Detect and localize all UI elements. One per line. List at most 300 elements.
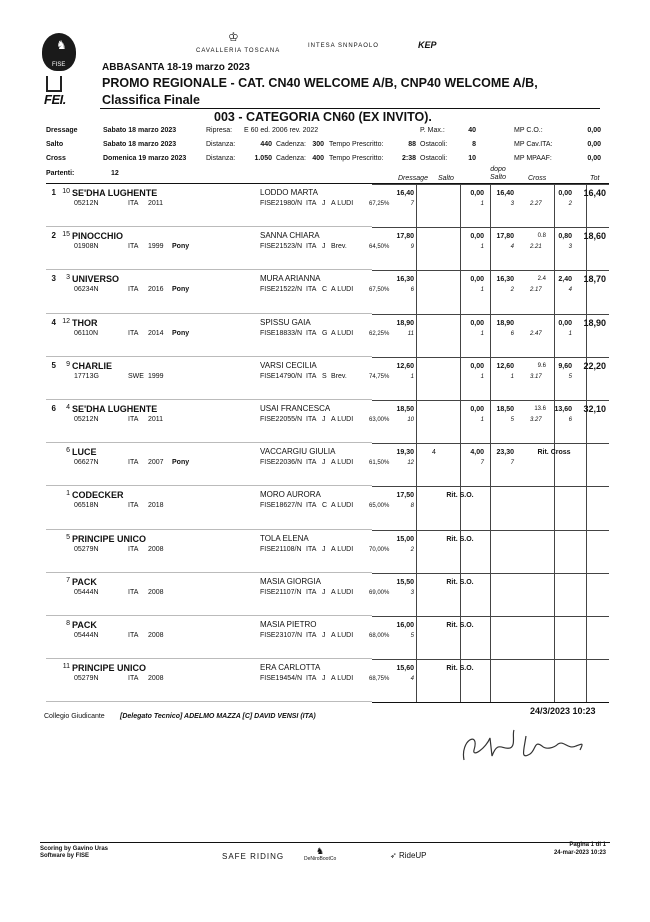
rank: 2 (51, 231, 56, 241)
rider-name: SPISSU GAIA (260, 317, 311, 327)
scoring-credit: Scoring by Gavino Uras (40, 846, 109, 852)
rider-nation: ITA (306, 588, 317, 596)
info-value: 1.050 (254, 155, 272, 162)
info-value: 400 (312, 155, 324, 162)
cell-divider (416, 444, 417, 487)
start-number: 5 (66, 533, 70, 541)
row-divider (46, 615, 372, 616)
cross-rank: 4 (568, 287, 572, 294)
rider-nation: ITA (306, 200, 317, 207)
total-score: 32,10 (583, 404, 606, 414)
salto-score: 0,00 (470, 190, 484, 197)
horse-year: 2008 (148, 588, 164, 596)
rider-name: MORO AURORA (260, 490, 321, 500)
salto-score: 0,00 (470, 319, 484, 327)
status: Rit. S.O. (446, 622, 474, 629)
cell-divider (416, 185, 417, 228)
collegio-label: Collegio Giudicante (44, 713, 105, 720)
salto-rank: 1 (480, 287, 484, 294)
row-divider (46, 442, 372, 443)
rider-group: A LUDI (331, 200, 354, 207)
horse-id: 05444N (74, 632, 99, 639)
dopo-salto-score: 16,30 (496, 276, 514, 284)
rider-name: USAI FRANCESCA (260, 404, 331, 413)
cell-divider (416, 487, 417, 530)
dressage-rank: 4 (410, 676, 414, 683)
horse-nation: ITA (128, 632, 139, 639)
rider-name: VARSI CECILIA (260, 360, 317, 370)
rank: 1 (51, 188, 56, 197)
dressage-score: 18,50 (396, 406, 414, 413)
start-number: 10 (62, 188, 70, 195)
rider-nation: ITA (306, 416, 317, 423)
cell-divider (554, 531, 555, 574)
dressage-score: 18,90 (396, 319, 414, 327)
dressage-rank: 3 (410, 589, 414, 596)
rider-group: A LUDI (331, 329, 354, 337)
fei-logo: FEI. (44, 92, 66, 107)
rider-name: LODDO MARTA (260, 188, 318, 197)
dopo-salto-score: 18,50 (496, 406, 514, 413)
info-value: 10 (468, 155, 476, 162)
cell-divider (586, 574, 587, 617)
cell-divider (416, 617, 417, 660)
dressage-score: 15,60 (396, 665, 414, 673)
rider-category: C (322, 502, 328, 510)
rider-fise: FISE22036/N (260, 459, 303, 467)
info-key: Cadenza: (276, 141, 306, 148)
rider-nation: ITA (306, 329, 317, 337)
horse-name: UNIVERSO (72, 274, 120, 285)
horse-nation: ITA (128, 286, 139, 294)
cross-rank: 2 (568, 201, 572, 207)
dressage-rank: 12 (407, 460, 414, 467)
page-number: Pagina 1 di 1 (569, 842, 606, 848)
info-value: 88 (408, 141, 416, 148)
crest-icon: ♔ (228, 30, 239, 44)
cross-score: 9,60 (558, 362, 572, 370)
horse-year: 1999 (148, 243, 164, 251)
horse-id: 05279N (74, 675, 99, 683)
logo-rideup: ➶ RideUP (390, 851, 427, 860)
horse-icon: ♞ (56, 38, 67, 52)
rider-nation: ITA (306, 675, 317, 683)
cross-rank: 6 (568, 417, 572, 423)
dressage-percent: 69,00% (369, 589, 390, 596)
cross-time: 3.27 (530, 417, 542, 423)
info-key: MP Cav.ITA: (514, 141, 553, 148)
salto-score: 0,00 (470, 406, 484, 413)
dopo-salto-rank: 1 (510, 373, 514, 380)
rider-category: J (322, 632, 326, 639)
pony-flag: Pony (172, 459, 190, 467)
dressage-percent: 64,50% (369, 244, 390, 251)
info-key: MP MPAAF: (514, 155, 552, 162)
dressage-rank: 2 (410, 546, 414, 553)
dressage-percent: 68,75% (369, 676, 390, 683)
horse-name: SE'DHA LUGHENTE (72, 188, 158, 198)
dressage-rank: 8 (410, 503, 414, 510)
rider-name: SANNA CHIARA (260, 231, 320, 241)
rider-group: A LUDI (331, 675, 354, 683)
row-divider (46, 485, 372, 486)
sponsor-kep: KEP (418, 40, 437, 50)
rider-category: J (322, 459, 326, 467)
info-date: Domenica 19 marzo 2023 (103, 155, 187, 162)
info-key: P. Max.: (420, 127, 445, 134)
dressage-score: 15,00 (396, 535, 414, 543)
start-number: 12 (62, 317, 70, 325)
collegio-judges: [Delegato Tecnico] ADELMO MAZZA [C] DAVID VENSI (ITA) (120, 713, 316, 720)
rider-category: J (322, 588, 326, 596)
cross-time: 2.27 (530, 201, 542, 207)
cell-divider (554, 660, 555, 703)
horse-id: 17713G (74, 372, 99, 380)
rider-group: A LUDI (331, 545, 354, 553)
rider-nation: ITA (306, 372, 317, 380)
pony-flag: Pony (172, 329, 190, 337)
info-key: Ostacoli: (420, 155, 448, 162)
cell-divider (416, 228, 417, 271)
info-key: Distanza: (206, 141, 236, 148)
horse-name: LUCE (72, 447, 97, 458)
rank: 4 (51, 317, 56, 327)
dopo-salto-rank: 2 (510, 287, 514, 294)
rider-category: S (322, 372, 327, 380)
cell-divider (416, 358, 417, 401)
dressage-percent: 67,50% (369, 287, 390, 294)
rider-group: A LUDI (331, 416, 354, 423)
rider-category: G (322, 329, 328, 337)
status: Rit. S.O. (446, 492, 474, 500)
info-phase: Salto (46, 141, 64, 148)
start-number: 3 (66, 274, 70, 282)
dressage-score: 16,40 (396, 190, 414, 197)
salto-score: 4,00 (470, 449, 484, 457)
horse-nation: ITA (128, 588, 139, 596)
info-phase: Dressage (46, 127, 78, 134)
cross-penalty: 13.6 (534, 406, 546, 412)
cross-score: 0,00 (558, 319, 572, 327)
rider-nation: ITA (306, 502, 317, 510)
horse-name: CHARLIE (72, 360, 112, 371)
dressage-score: 17,50 (396, 492, 414, 500)
horse-nation: ITA (128, 200, 139, 207)
info-key: Ostacoli: (420, 141, 448, 148)
dopo-salto-rank: 4 (510, 244, 514, 251)
cell-divider (586, 487, 587, 530)
rider-fise: FISE18627/N (260, 502, 303, 510)
start-number: 7 (66, 576, 70, 584)
total-score: 16,40 (583, 188, 606, 198)
horse-year: 2011 (148, 416, 164, 423)
start-number: 15 (62, 231, 70, 239)
cell-divider (554, 617, 555, 660)
row-divider (46, 269, 372, 270)
rider-nation: ITA (306, 632, 317, 639)
horse-year: 2011 (148, 200, 164, 207)
status: Rit. Cross (537, 449, 571, 457)
cross-score: 0,80 (558, 233, 572, 241)
cross-time: 2.47 (530, 330, 542, 337)
info-key: MP C.O.: (514, 127, 543, 134)
rider-name: MASIA PIETRO (260, 620, 317, 629)
info-key: Tempo Prescritto: (329, 155, 384, 162)
cell-divider (416, 271, 417, 314)
dopo-salto-score: 16,40 (496, 190, 514, 197)
col-dressage: Dressage (398, 175, 428, 182)
salto-rank: 1 (480, 330, 484, 337)
total-score: 18,60 (583, 231, 606, 242)
info-phase: Cross (46, 155, 66, 162)
cell-divider (416, 315, 417, 358)
row-divider (46, 529, 372, 530)
dressage-rank: 10 (407, 417, 414, 423)
rider-group: A LUDI (331, 286, 354, 294)
info-date: Sabato 18 marzo 2023 (103, 127, 177, 134)
horse-name: PINOCCHIO (72, 231, 124, 242)
cross-rank: 1 (568, 330, 572, 337)
total-score: 18,90 (583, 317, 606, 328)
horse-nation: ITA (128, 329, 139, 337)
cross-rank: 5 (568, 373, 572, 380)
flag-icon (46, 76, 62, 92)
salto-rank: 7 (480, 460, 484, 467)
horse-name: PRINCIPE UNICO (72, 663, 147, 674)
status: Rit. S.O. (446, 535, 474, 543)
dressage-rank: 5 (410, 633, 414, 639)
row-divider (46, 356, 372, 357)
rider-nation: ITA (306, 545, 317, 553)
info-key: Cadenza: (276, 155, 306, 162)
cross-time: 2.17 (530, 287, 542, 294)
rider-category: J (322, 243, 326, 251)
rank: 3 (51, 274, 56, 284)
salto-score: 0,00 (470, 276, 484, 284)
col-salto: Salto (438, 175, 454, 182)
horse-year: 2008 (148, 675, 164, 683)
dopo-salto-rank: 7 (510, 460, 514, 467)
software-credit: Software by FISE (40, 853, 90, 859)
dressage-score: 15,50 (396, 578, 414, 586)
rider-group: A LUDI (331, 459, 354, 467)
cross-penalty: 2.4 (537, 276, 546, 283)
dressage-percent: 62,25% (369, 330, 390, 337)
rider-name: MURA ARIANNA (260, 274, 321, 284)
rider-nation: ITA (306, 243, 317, 251)
horse-name: CODECKER (72, 490, 124, 501)
salto-score: 0,00 (470, 362, 484, 370)
horse-nation: ITA (128, 243, 139, 251)
rider-fise: FISE22055/N (260, 416, 303, 423)
info-value: 40 (468, 127, 476, 134)
start-number: 1 (66, 490, 70, 498)
cell-divider (416, 401, 417, 444)
cross-penalty: 0.8 (537, 233, 546, 240)
horse-nation: ITA (128, 675, 139, 683)
rider-fise: FISE19454/N (260, 675, 303, 683)
rider-name: MASIA GIORGIA (260, 576, 321, 586)
horse-id: 06234N (74, 286, 99, 294)
competition-title: PROMO REGIONALE - CAT. CN40 WELCOME A/B, CNP40 WELCOME A/B, (102, 76, 538, 90)
dressage-score: 16,30 (396, 276, 414, 284)
start-number: 6 (66, 447, 70, 455)
row-divider (46, 658, 372, 659)
dressage-percent: 68,00% (369, 633, 390, 639)
cell-divider (586, 617, 587, 660)
start-number: 9 (66, 360, 70, 368)
info-key: Ripresa: (206, 127, 233, 134)
rider-nation: ITA (306, 459, 317, 467)
dopo-salto-score: 17,80 (496, 233, 514, 241)
rank: 5 (51, 360, 56, 370)
horse-id: 01908N (74, 243, 99, 251)
info-value: 300 (312, 141, 324, 148)
horse-name: PRINCIPE UNICO (72, 533, 147, 544)
dressage-percent: 65,00% (369, 503, 390, 510)
sponsor-intesa: INTESA SNNPAOLO (308, 43, 379, 49)
rider-name: TOLA ELENA (260, 533, 309, 543)
rider-fise: FISE21523/N (260, 243, 303, 251)
start-number: 4 (66, 404, 70, 411)
table-bottom-border (372, 702, 609, 703)
cross-score: 2,40 (558, 276, 572, 284)
dressage-rank: 11 (407, 330, 414, 337)
cross-score: 13,60 (554, 406, 572, 413)
rider-fise: FISE21107/N (260, 588, 302, 596)
start-number: 8 (66, 620, 70, 627)
cell-divider (586, 660, 587, 703)
cross-penalty: 9.6 (537, 362, 546, 369)
horse-nation: ITA (128, 416, 139, 423)
pony-flag: Pony (172, 243, 190, 251)
cell-divider (416, 660, 417, 703)
total-score: 18,70 (583, 274, 606, 285)
dressage-score: 17,80 (396, 233, 414, 241)
horse-id: 05279N (74, 545, 99, 553)
event-title: ABBASANTA 18-19 marzo 2023 (102, 62, 250, 73)
dressage-rank: 7 (410, 201, 414, 207)
rider-group: Brev. (331, 243, 347, 251)
row-divider (46, 226, 372, 227)
cross-time: 2.21 (530, 244, 542, 251)
dopo-salto-rank: 5 (510, 417, 514, 423)
dressage-percent: 61,50% (369, 460, 390, 467)
cross-rank: 3 (568, 244, 572, 251)
category-title: 003 - CATEGORIA CN60 (EX INVITO). (214, 110, 432, 124)
rider-category: C (322, 286, 328, 294)
row-divider (46, 399, 372, 400)
salto-penalty: 4 (432, 449, 436, 457)
rider-category: J (322, 545, 326, 553)
cell-divider (416, 574, 417, 617)
salto-rank: 1 (480, 373, 484, 380)
rider-fise: FISE21108/N (260, 545, 302, 553)
status: Rit. S.O. (446, 578, 474, 586)
info-value: E 60 ed. 2006 rev. 2022 (244, 127, 319, 134)
cell-divider (586, 531, 587, 574)
salto-rank: 1 (480, 417, 484, 423)
horse-year: 1999 (148, 372, 164, 380)
rider-group: A LUDI (331, 502, 354, 510)
rider-name: VACCARGIU GIULIA (260, 447, 336, 457)
horse-id: 06110N (74, 329, 99, 337)
horse-name: SE'DHA LUGHENTE (72, 404, 158, 414)
horse-year: 2007 (148, 459, 164, 467)
horse-nation: ITA (128, 502, 139, 510)
dopo-salto-score: 23,30 (496, 449, 514, 457)
dressage-score: 19,30 (396, 449, 414, 457)
rider-fise: FISE21522/N (260, 286, 303, 294)
horse-year: 2008 (148, 545, 164, 553)
cell-divider (554, 487, 555, 530)
rider-name: ERA CARLOTTA (260, 663, 321, 673)
info-value: 2:38 (401, 155, 416, 162)
horse-nation: ITA (128, 459, 139, 467)
dressage-percent: 74,75% (369, 373, 390, 380)
logo-safe-riding: SAFE RIDING (222, 852, 285, 861)
horse-id: 06518N (74, 502, 99, 510)
rider-category: J (322, 416, 326, 423)
horse-id: 05212N (74, 416, 99, 423)
horse-year: 2014 (148, 329, 164, 337)
horse-id: 06627N (74, 459, 99, 467)
col-dopo-salto: dopo Salto (490, 166, 506, 181)
info-value: 440 (260, 141, 272, 148)
dressage-percent: 63,00% (369, 417, 390, 423)
dopo-salto-score: 18,90 (496, 319, 514, 327)
horse-name: THOR (72, 317, 98, 328)
cross-score: 0,00 (558, 190, 572, 197)
dressage-rank: 9 (410, 244, 414, 251)
dressage-score: 16,00 (396, 622, 414, 629)
horse-year: 2018 (148, 502, 164, 510)
horse-nation: SWE (128, 372, 144, 380)
horse-year: 2016 (148, 286, 164, 294)
rider-category: J (322, 675, 326, 683)
dressage-score: 12,60 (396, 362, 414, 370)
horse-name: PACK (72, 576, 97, 587)
info-key: Distanza: (206, 155, 236, 162)
info-value: 8 (472, 141, 476, 148)
row-divider (46, 572, 372, 573)
fise-logo-text: FISE (52, 62, 66, 68)
rank: 6 (51, 404, 56, 413)
rider-group: A LUDI (331, 588, 354, 596)
rider-fise: FISE21980/N (260, 200, 303, 207)
pony-flag: Pony (172, 286, 190, 294)
dopo-salto-rank: 6 (510, 330, 514, 337)
cell-divider (554, 574, 555, 617)
rider-group: Brev. (331, 372, 347, 380)
info-key: Tempo Prescritto: (329, 141, 384, 148)
status: Rit. S.O. (446, 665, 474, 673)
logo-deniro: DeNiroBootCo (304, 856, 337, 862)
boot-icon: ♞ (316, 846, 325, 856)
col-tot: Tot (590, 175, 600, 182)
printed-datetime: 24-mar-2023 10:23 (553, 850, 606, 856)
cell-divider (416, 531, 417, 574)
rider-fise: FISE23107/N (260, 632, 303, 639)
dopo-salto-rank: 3 (510, 201, 514, 207)
partenti-label: Partenti: (46, 170, 75, 177)
dressage-percent: 70,00% (369, 546, 390, 553)
judges-signatures (450, 720, 600, 770)
horse-id: 05444N (74, 588, 99, 596)
dressage-rank: 6 (410, 287, 414, 294)
partenti-value: 12 (111, 170, 119, 177)
rider-nation: ITA (306, 286, 317, 294)
